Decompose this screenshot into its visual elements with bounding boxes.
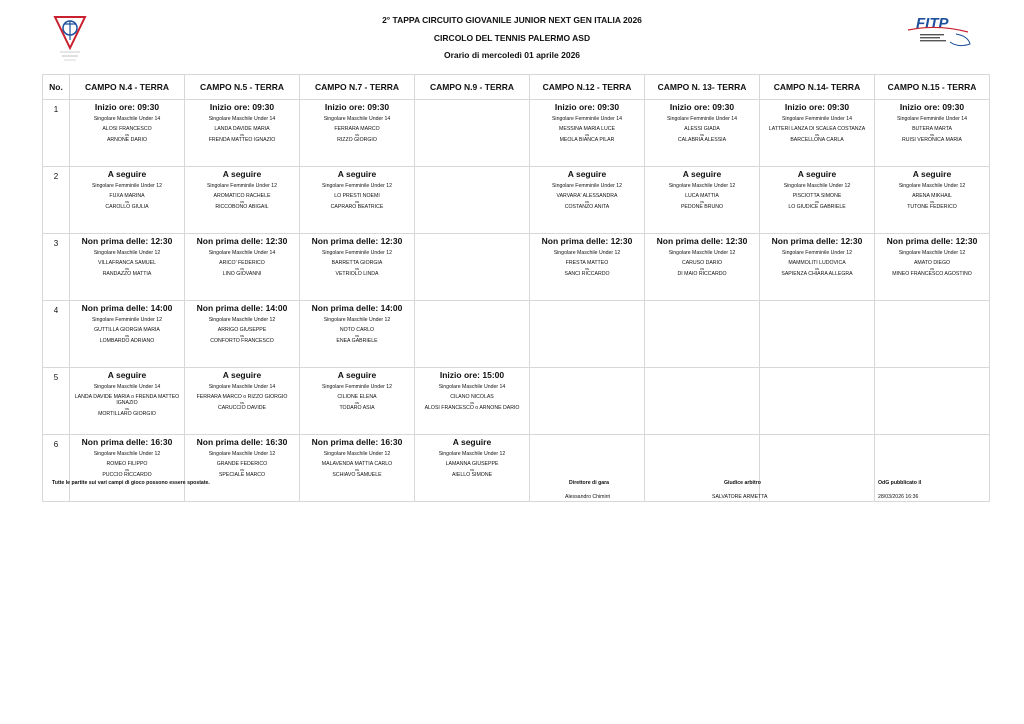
director-label: Direttore di gara <box>569 480 610 486</box>
player-one: ARENA MIKHAIL <box>912 193 952 199</box>
match-category: Singolare Maschile Under 14 <box>93 384 161 390</box>
versus-label: vs <box>240 266 244 271</box>
col-header-court: CAMPO N.14- TERRA <box>760 75 875 100</box>
match-cell <box>300 167 415 234</box>
match-time: Non prima delle: 12:30 <box>656 236 748 246</box>
versus-label: vs <box>700 266 704 271</box>
table-row <box>43 234 990 301</box>
versus-label: vs <box>470 400 474 405</box>
player-one: BUTERA MARTA <box>912 126 952 132</box>
row-number: 4 <box>43 301 70 368</box>
match-cell <box>70 100 185 167</box>
versus-label: vs <box>930 132 934 137</box>
match-category: Singolare Maschile Under 12 <box>668 250 736 256</box>
versus-label: vs <box>585 266 589 271</box>
player-two: CALABRIA ALESSIA <box>677 137 727 143</box>
match-cell <box>415 234 530 301</box>
match-time: A seguire <box>337 370 377 380</box>
col-header-court: CAMPO N.7 - TERRA <box>300 75 415 100</box>
match-cell <box>760 368 875 435</box>
match-time: A seguire <box>337 169 377 179</box>
match-time: Inizio ore: 09:30 <box>669 102 735 112</box>
match-category: Singolare Maschile Under 12 <box>438 451 506 457</box>
player-two: TUTONE FEDERICO <box>907 204 957 210</box>
player-one: FRESTA MATTEO <box>565 260 609 266</box>
match-cell <box>415 435 530 502</box>
player-one: LATTERI LANZA DI SCALEA COSTANZA <box>768 126 866 132</box>
match-time: Inizio ore: 09:30 <box>784 102 850 112</box>
player-two: LOMBARDO ADRIANO <box>99 338 155 344</box>
match-category: Singolare Maschile Under 14 <box>93 116 161 122</box>
fitp-logo-text: FITP <box>916 15 949 32</box>
match-category: Singolare Maschile Under 14 <box>208 250 276 256</box>
player-one: FERRARA MARCO o RIZZO GIORGIO <box>196 394 288 400</box>
footer-note: Tutte le partite sui vari campi di gioco possono essere spostate. <box>52 480 210 486</box>
published-block <box>878 480 921 500</box>
player-one: FUXA MARINA <box>109 193 145 199</box>
match-category: Singolare Femminile Under 14 <box>781 116 853 122</box>
match-cell <box>875 167 990 234</box>
match-cell <box>300 301 415 368</box>
player-two: SAPIENZA CHIARA ALLEGRA <box>781 271 853 277</box>
player-one: CILIONE ELENA <box>337 394 377 400</box>
match-category: Singolare Femminile Under 12 <box>781 250 853 256</box>
versus-label: vs <box>125 406 129 411</box>
match-cell <box>530 301 645 368</box>
player-one: LANDA DAVIDE MARIA <box>214 126 270 132</box>
match-cell <box>760 100 875 167</box>
player-two: ALOSI FRANCESCO o ARNONE DARIO <box>424 405 520 411</box>
match-category: Singolare Maschile Under 12 <box>783 183 851 189</box>
versus-label: vs <box>815 199 819 204</box>
versus-label: vs <box>125 467 129 472</box>
match-time: A seguire <box>682 169 722 179</box>
player-one: NOTO CARLO <box>339 327 375 333</box>
row-number: 6 <box>43 435 70 502</box>
player-two: RUISI VERONICA MARIA <box>902 137 962 143</box>
match-category: Singolare Maschile Under 12 <box>93 250 161 256</box>
match-time: A seguire <box>797 169 837 179</box>
published-value: 28/03/2026 16:36 <box>878 494 919 500</box>
match-category: Singolare Femminile Under 12 <box>206 183 278 189</box>
player-two: PUCCIO RICCARDO <box>102 472 152 478</box>
col-header-court: CAMPO N.15 - TERRA <box>875 75 990 100</box>
match-time: Inizio ore: 09:30 <box>94 102 160 112</box>
player-two: BARCELLONA CARLA <box>790 137 844 143</box>
player-one: ALOSI FRANCESCO <box>102 126 152 132</box>
player-two: AIELLO SIMONE <box>451 472 493 478</box>
match-cell <box>645 100 760 167</box>
match-cell <box>415 368 530 435</box>
player-one: LO PRESTI NOEMI <box>334 193 380 199</box>
player-two: PEDONE BRUNO <box>680 204 724 210</box>
versus-label: vs <box>815 266 819 271</box>
match-time: A seguire <box>222 169 262 179</box>
match-cell <box>185 100 300 167</box>
player-one: ROMEO FILIPPO <box>106 461 148 467</box>
match-cell <box>645 234 760 301</box>
player-two: SPECIALE MARCO <box>218 472 266 478</box>
match-category: Singolare Maschile Under 12 <box>208 317 276 323</box>
match-category: Singolare Maschile Under 12 <box>668 183 736 189</box>
player-two: ENEA GABRIELE <box>336 338 378 344</box>
match-category: Singolare Femminile Under 12 <box>91 183 163 189</box>
match-time: Inizio ore: 09:30 <box>209 102 275 112</box>
match-cell <box>530 100 645 167</box>
player-one: LAMANNA GIUSEPPE <box>445 461 499 467</box>
versus-label: vs <box>355 467 359 472</box>
table-header-row <box>43 75 990 100</box>
versus-label: vs <box>125 266 129 271</box>
player-two: MORTILLARO GIORGIO <box>98 411 156 417</box>
player-two: VETRIOLO LINDA <box>335 271 379 277</box>
match-time: Non prima delle: 16:30 <box>311 437 403 447</box>
player-one: LANDA DAVIDE MARIA o FRENDA MATTEO IGNAZIO <box>74 394 180 406</box>
match-time: Non prima delle: 12:30 <box>541 236 633 246</box>
player-two: MEOLA BIANCA PILAR <box>559 137 615 143</box>
match-time: A seguire <box>912 169 952 179</box>
match-category: Singolare Maschile Under 12 <box>323 317 391 323</box>
player-two: ARNONE DARIO <box>106 137 148 143</box>
versus-label: vs <box>585 132 589 137</box>
row-number: 2 <box>43 167 70 234</box>
match-category: Singolare Femminile Under 12 <box>321 384 393 390</box>
match-category: Singolare Femminile Under 14 <box>896 116 968 122</box>
col-header-court: CAMPO N. 13- TERRA <box>645 75 760 100</box>
document-header <box>0 12 1024 60</box>
versus-label: vs <box>125 132 129 137</box>
match-time: Non prima delle: 16:30 <box>81 437 173 447</box>
match-time: A seguire <box>222 370 262 380</box>
director-block <box>565 480 610 500</box>
player-one: MESSINA MARIA LUCE <box>559 126 615 132</box>
player-one: MALAVENDA MATTIA CARLO <box>321 461 393 467</box>
match-category: Singolare Femminile Under 12 <box>551 183 623 189</box>
match-category: Singolare Femminile Under 12 <box>321 183 393 189</box>
match-cell <box>760 167 875 234</box>
player-one: MAMMOLITI LUDOVICA <box>788 260 846 266</box>
table-row <box>43 100 990 167</box>
match-time: Inizio ore: 15:00 <box>439 370 505 380</box>
match-cell <box>70 301 185 368</box>
player-two: CONFORTO FRANCESCO <box>210 338 274 344</box>
match-time: Non prima delle: 12:30 <box>81 236 173 246</box>
player-one: ARICO' FEDERICO <box>219 260 265 266</box>
player-one: AMATO DIEGO <box>913 260 951 266</box>
col-header-court: CAMPO N.9 - TERRA <box>415 75 530 100</box>
player-two: SANCI RICCARDO <box>564 271 610 277</box>
player-two: RIZZO GIORGIO <box>337 137 377 143</box>
match-cell <box>760 435 875 502</box>
versus-label: vs <box>125 199 129 204</box>
versus-label: vs <box>355 333 359 338</box>
match-category: Singolare Maschile Under 14 <box>208 384 276 390</box>
match-category: Singolare Maschile Under 14 <box>438 384 506 390</box>
match-time: A seguire <box>107 370 147 380</box>
versus-label: vs <box>355 400 359 405</box>
tournament-title: 2° TAPPA CIRCUITO GIOVANILE JUNIOR NEXT GEN ITALIA 2026 <box>382 15 642 25</box>
versus-label: vs <box>700 132 704 137</box>
versus-label: vs <box>240 132 244 137</box>
match-time: Non prima delle: 14:00 <box>311 303 403 313</box>
versus-label: vs <box>125 333 129 338</box>
versus-label: vs <box>815 132 819 137</box>
player-one: VARVARA' ALESSANDRA <box>556 193 618 199</box>
match-cell <box>300 100 415 167</box>
match-cell <box>70 368 185 435</box>
player-one: CARUSO DARIO <box>681 260 723 266</box>
player-two: CARUCCIO DAVIDE <box>217 405 267 411</box>
match-category: Singolare Femminile Under 12 <box>321 250 393 256</box>
match-cell <box>70 435 185 502</box>
schedule-date: Orario di mercoledì 01 aprile 2026 <box>443 50 581 60</box>
versus-label: vs <box>355 132 359 137</box>
player-two: DI MAIO RICCARDO <box>677 271 727 277</box>
versus-label: vs <box>700 199 704 204</box>
match-time: A seguire <box>107 169 147 179</box>
match-cell <box>185 167 300 234</box>
match-cell <box>185 234 300 301</box>
match-cell <box>415 301 530 368</box>
versus-label: vs <box>930 266 934 271</box>
match-cell <box>300 234 415 301</box>
player-one: VILLAFRANCA SAMUEL <box>98 260 156 266</box>
match-time: Inizio ore: 09:30 <box>899 102 965 112</box>
match-cell <box>875 100 990 167</box>
player-two: COSTANZO ANITA <box>564 204 610 210</box>
table-row <box>43 167 990 234</box>
player-two: SCHIAVO SAMUELE <box>332 472 382 478</box>
match-time: A seguire <box>567 169 607 179</box>
match-cell <box>185 435 300 502</box>
match-cell <box>530 167 645 234</box>
match-cell <box>300 368 415 435</box>
match-cell <box>645 167 760 234</box>
versus-label: vs <box>240 199 244 204</box>
match-time: Non prima delle: 14:00 <box>196 303 288 313</box>
match-cell <box>875 234 990 301</box>
match-category: Singolare Femminile Under 12 <box>91 317 163 323</box>
match-category: Singolare Maschile Under 14 <box>323 116 391 122</box>
match-cell <box>875 368 990 435</box>
match-time: Non prima delle: 12:30 <box>886 236 978 246</box>
match-category: Singolare Maschile Under 12 <box>553 250 621 256</box>
match-cell <box>760 234 875 301</box>
match-time: Non prima delle: 12:30 <box>196 236 288 246</box>
match-time: Non prima delle: 16:30 <box>196 437 288 447</box>
table-row <box>43 368 990 435</box>
col-header-no: No. <box>43 75 70 100</box>
match-cell <box>70 234 185 301</box>
match-category: Singolare Femminile Under 14 <box>666 116 738 122</box>
match-category: Singolare Maschile Under 12 <box>898 250 966 256</box>
versus-label: vs <box>470 467 474 472</box>
player-two: CAPRARO BEATRICE <box>330 204 384 210</box>
col-header-court: CAMPO N.5 - TERRA <box>185 75 300 100</box>
player-two: TODARO ASIA <box>339 405 375 411</box>
versus-label: vs <box>240 400 244 405</box>
match-cell <box>645 368 760 435</box>
match-time: Non prima delle: 12:30 <box>311 236 403 246</box>
row-number: 1 <box>43 100 70 167</box>
match-cell <box>185 368 300 435</box>
published-label: OdG pubblicato il <box>878 480 922 486</box>
match-category: Singolare Maschile Under 12 <box>898 183 966 189</box>
match-category: Singolare Maschile Under 14 <box>208 116 276 122</box>
versus-label: vs <box>240 467 244 472</box>
match-cell <box>530 234 645 301</box>
versus-label: vs <box>240 333 244 338</box>
player-one: GUTTILLA GIORGIA MARIA <box>94 327 160 333</box>
row-number: 3 <box>43 234 70 301</box>
referee-block <box>712 480 767 500</box>
versus-label: vs <box>585 199 589 204</box>
versus-label: vs <box>355 266 359 271</box>
match-time: Inizio ore: 09:30 <box>554 102 620 112</box>
club-name: CIRCOLO DEL TENNIS PALERMO ASD <box>433 33 591 43</box>
player-two: MINEO FRANCESCO AGOSTINO <box>892 271 972 277</box>
player-one: BARRETTA GIORGIA <box>331 260 383 266</box>
player-one: LUCA MATTIA <box>685 193 719 199</box>
match-cell <box>70 167 185 234</box>
match-time: Inizio ore: 09:30 <box>324 102 390 112</box>
match-cell <box>415 100 530 167</box>
referee-label: Giudice arbitro <box>724 480 761 486</box>
match-cell <box>185 301 300 368</box>
match-cell <box>530 368 645 435</box>
player-two: RICCOBONO ABIGAIL <box>215 204 269 210</box>
player-two: LINO GIOVANNI <box>222 271 262 277</box>
player-one: FERRARA MARCO <box>334 126 380 132</box>
match-time: Non prima delle: 14:00 <box>81 303 173 313</box>
director-name: Alessandro Chimirri <box>565 494 611 500</box>
col-header-court: CAMPO N.4 - TERRA <box>70 75 185 100</box>
match-category: Singolare Maschile Under 12 <box>323 451 391 457</box>
player-one: AROMATICO RACHELE <box>213 193 271 199</box>
match-category: Singolare Femminile Under 14 <box>551 116 623 122</box>
match-category: Singolare Maschile Under 12 <box>93 451 161 457</box>
player-one: CILANO NICOLAS <box>450 394 494 400</box>
player-one: ALESSI GIADA <box>684 126 720 132</box>
row-number: 5 <box>43 368 70 435</box>
referee-name: SALVATORE ARMETTA <box>712 494 768 500</box>
player-one: PISCIOTTA SIMONE <box>792 193 842 199</box>
match-time: Non prima delle: 12:30 <box>771 236 863 246</box>
match-time: A seguire <box>452 437 492 447</box>
match-cell <box>760 301 875 368</box>
match-cell <box>415 167 530 234</box>
versus-label: vs <box>355 199 359 204</box>
match-cell <box>645 301 760 368</box>
col-header-court: CAMPO N.12 - TERRA <box>530 75 645 100</box>
player-one: GRANDE FEDERICO <box>216 461 268 467</box>
match-category: Singolare Maschile Under 12 <box>208 451 276 457</box>
player-two: FRENDA MATTEO IGNAZIO <box>208 137 276 143</box>
versus-label: vs <box>930 199 934 204</box>
player-two: RANDAZZO MATTIA <box>102 271 152 277</box>
table-row <box>43 301 990 368</box>
schedule-table <box>42 74 990 502</box>
match-cell <box>875 301 990 368</box>
player-two: CAROLLO GIULIA <box>105 204 149 210</box>
player-one: ARRIGO GIUSEPPE <box>217 327 267 333</box>
player-two: LO GIUDICE GABRIELE <box>788 204 846 210</box>
match-cell <box>300 435 415 502</box>
table-row <box>43 435 990 502</box>
